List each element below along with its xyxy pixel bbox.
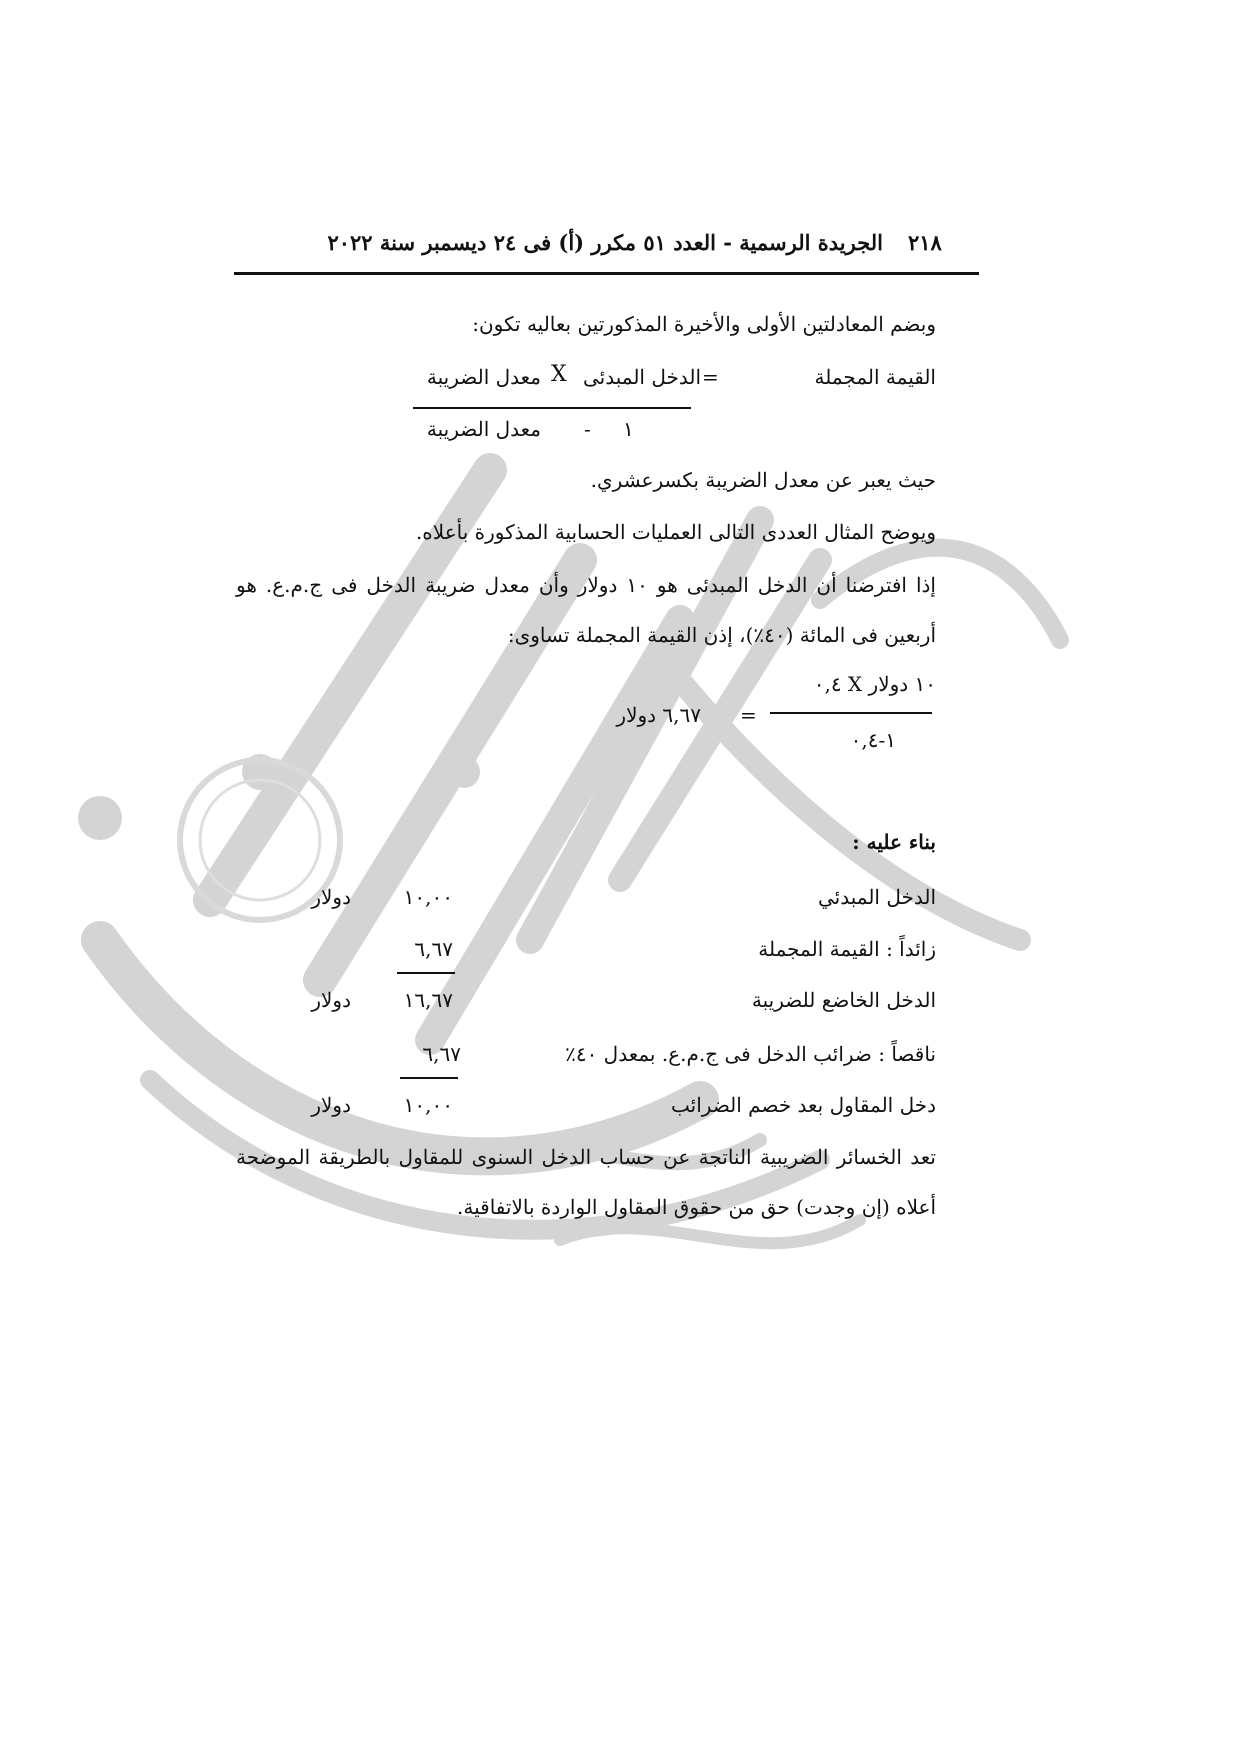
formula-equals: = <box>702 365 719 389</box>
example-numerator: ١٠ دولار X ٠,٤ <box>813 672 936 696</box>
formula-denominator-rate: معدل الضريبة <box>426 417 541 441</box>
closing-paragraph-line-1: تعد الخسائر الضريبية الناتجة عن حساب الدخل السنوى للمقاول بالطريقة الموضحة <box>236 1145 936 1169</box>
formula-numerator-income: الدخل المبدئى <box>583 365 701 389</box>
sum-rule <box>397 972 455 974</box>
row-value: ٦,٦٧ <box>422 1042 461 1066</box>
row-value: ١٠,٠٠ <box>403 885 453 909</box>
row-unit: دولار <box>311 885 351 909</box>
row-unit: دولار <box>311 988 351 1012</box>
example-result: ٦,٦٧ دولار <box>616 703 701 727</box>
formula-numerator-rate: معدل الضريبة <box>426 365 541 389</box>
example-intro: ويوضح المثال العددى التالى العمليات الحسابية المذكورة بأعلاه. <box>415 520 936 544</box>
decimal-note: حيث يعبر عن معدل الضريبة بكسرعشري. <box>590 468 936 492</box>
row-label: ناقصاً : ضرائب الدخل فى ج.م.ع. بمعدل ٤٠٪ <box>565 1042 936 1066</box>
watermark-graphic <box>60 380 1140 1500</box>
formula-multiply: X <box>551 362 567 387</box>
example-denominator: ١-٠,٤ <box>850 728 896 752</box>
row-label: الدخل الخاضع للضريبة <box>751 988 936 1012</box>
page-number: ٢١٨ <box>908 230 942 255</box>
formula-denominator-one: ١ <box>623 417 634 441</box>
row-label: الدخل المبدئي <box>818 885 936 909</box>
example-fraction-bar <box>770 712 932 714</box>
example-paragraph-line-2: أربعين فى المائة (٤٠٪)، إذن القيمة المجملة تساوى: <box>507 623 936 647</box>
row-value: ١٠,٠٠ <box>403 1093 453 1117</box>
row-value: ٦,٦٧ <box>414 937 453 961</box>
gazette-header-title: الجريدة الرسمية - العدد ٥١ مكرر (أ) فى ٢٤ ديسمبر سنة ٢٠٢٢ <box>327 230 883 255</box>
row-label: دخل المقاول بعد خصم الضرائب <box>671 1093 936 1117</box>
row-unit: دولار <box>311 1093 351 1117</box>
example-paragraph-line-1: إذا افترضنا أن الدخل المبدئى هو ١٠ دولار وأن معدل ضريبة الدخل فى ج.م.ع. هو <box>236 573 936 597</box>
section-heading: بناء عليه : <box>852 830 936 854</box>
difference-rule <box>400 1077 458 1079</box>
row-label: زائداً : القيمة المجملة <box>758 937 936 961</box>
closing-paragraph-line-2: أعلاه (إن وجدت) حق من حقوق المقاول الواردة بالاتفاقية. <box>457 1195 936 1219</box>
fraction-bar <box>413 407 691 409</box>
example-equals: = <box>740 703 757 727</box>
formula-denominator-minus: - <box>584 417 591 441</box>
formula-lhs: القيمة المجملة <box>814 365 936 389</box>
row-value: ١٦,٦٧ <box>403 988 453 1012</box>
intro-paragraph: وبضم المعادلتين الأولى والأخيرة المذكورتين بعاليه تكون: <box>472 312 936 336</box>
header-rule <box>234 272 979 275</box>
